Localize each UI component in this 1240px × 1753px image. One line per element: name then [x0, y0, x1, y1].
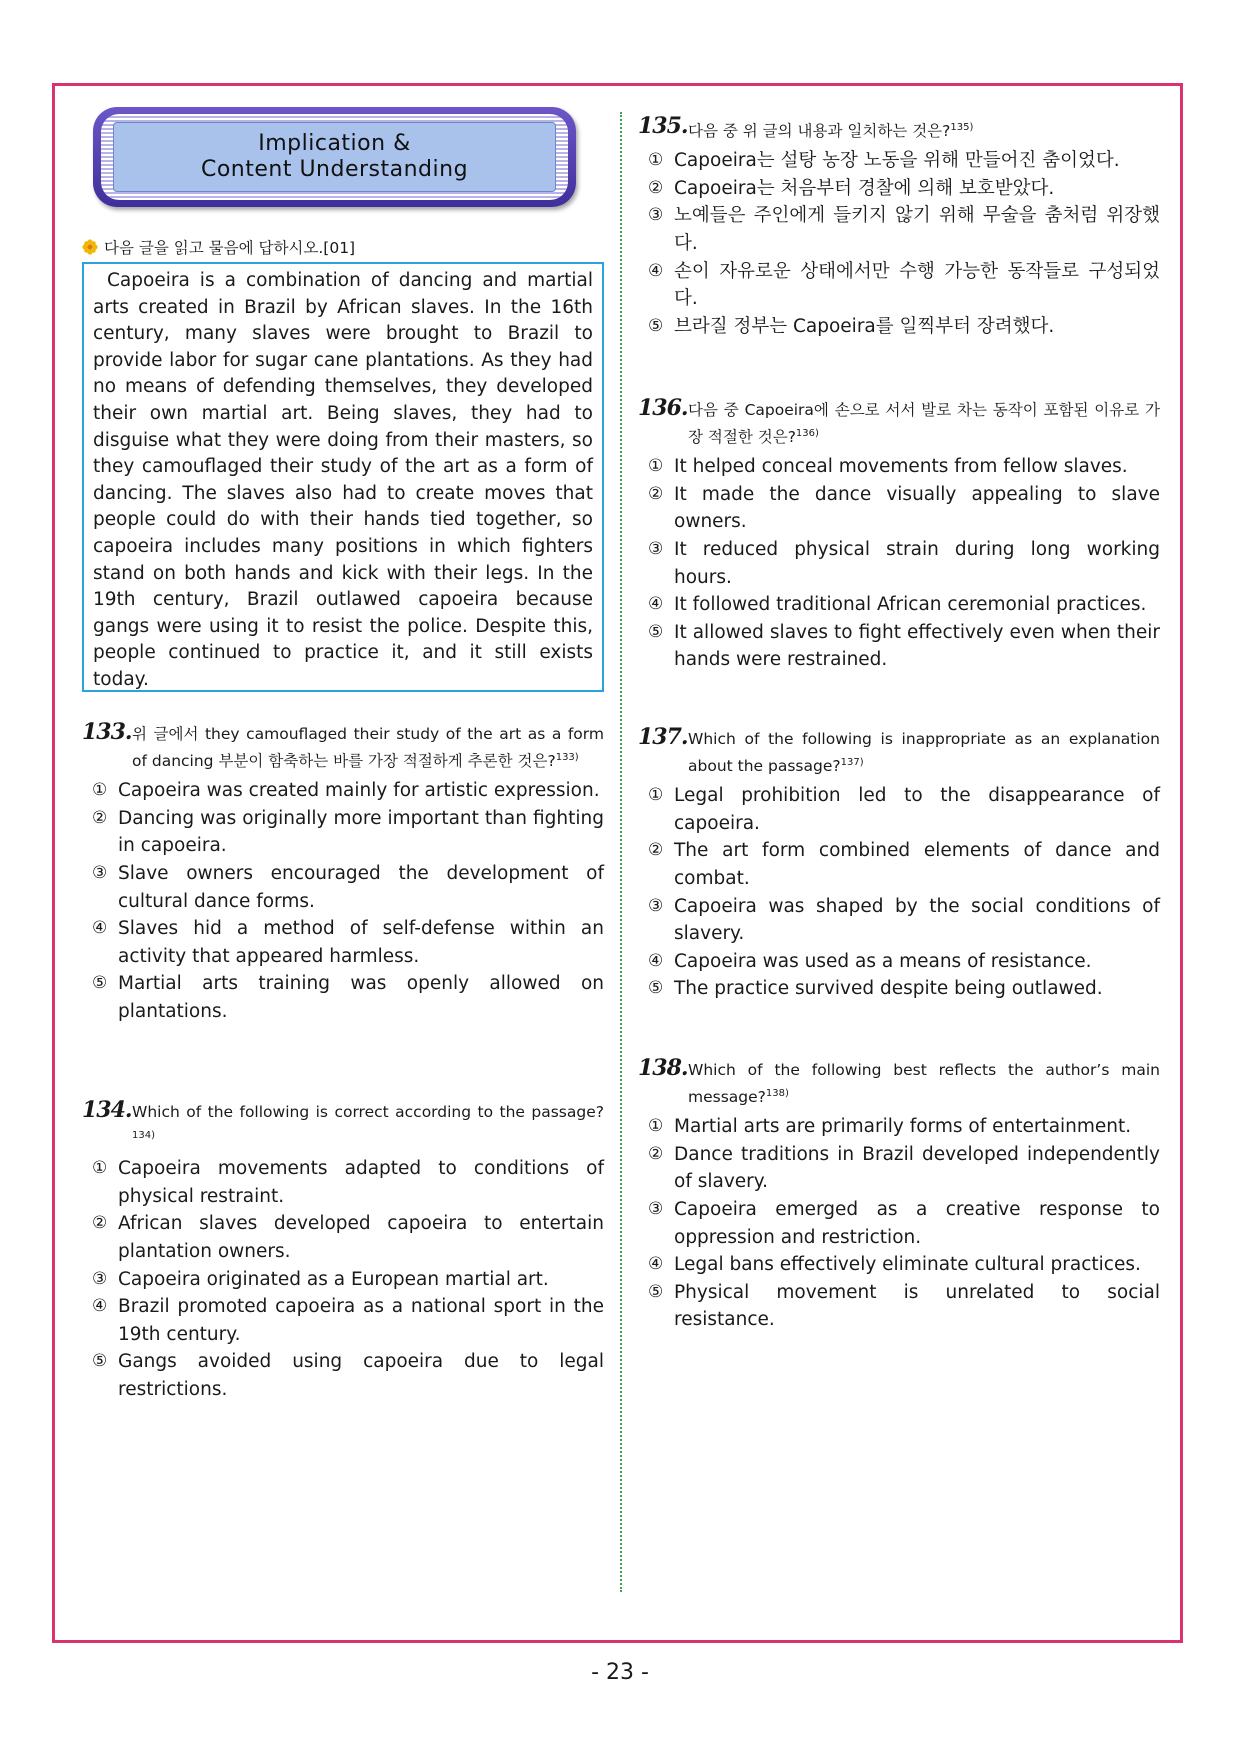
section-banner	[93, 107, 576, 207]
question-133	[82, 719, 604, 1026]
choice-marker: ⑤	[92, 973, 108, 994]
question-135	[638, 113, 1160, 340]
choice-marker: ①	[92, 780, 108, 801]
option-4[interactable]	[82, 1293, 604, 1348]
choice-marker: ③	[648, 1198, 664, 1219]
question-stem	[638, 724, 1160, 778]
option-3[interactable]	[638, 1196, 1160, 1251]
option-1[interactable]	[638, 782, 1160, 837]
question-text: Which of the following best reflects the author’s main message?	[688, 1061, 1160, 1107]
option-1[interactable]	[638, 147, 1160, 175]
option-text: Gangs avoided using capoeira due to legal restrictions.	[118, 1351, 604, 1400]
option-text: Capoeira originated as a European martial art.	[118, 1268, 549, 1290]
choice-marker: ④	[648, 950, 664, 971]
column-divider	[620, 112, 622, 1592]
option-5[interactable]	[638, 619, 1160, 674]
choice-marker: ⑤	[648, 621, 664, 642]
option-3[interactable]	[638, 893, 1160, 948]
option-text: 브라질 정부는 Capoeira를 일찍부터 장려했다.	[674, 315, 1055, 337]
question-138	[638, 1055, 1160, 1334]
option-5[interactable]	[82, 1348, 604, 1403]
reading-passage: Capoeira is a combination of dancing and martial arts created in Brazil by African slaves. In the 16th century, many slaves were brought to Brazil to provide labor for sugar cane plantations. As they had no means of defending themselves, they developed their own martial art. Being slaves, they had to disguise what they were doing from their masters, so they camouflaged their study of the art as a form of dancing. The slaves also had to create moves that people could do with their hands tied together, so capoeira includes many positions in which fighters stand on both hands and kick with their legs. In the 19th century, Brazil outlawed capoeira because gangs were using it to resist the police. Despite this, people continued to practice it, and it still exists today.	[82, 262, 604, 692]
option-text: The practice survived despite being outlawed.	[674, 978, 1103, 1000]
choice-marker: ②	[92, 807, 108, 828]
choice-marker: ①	[92, 1158, 108, 1179]
option-4[interactable]	[638, 591, 1160, 619]
option-2[interactable]	[82, 805, 604, 860]
choice-marker: ②	[648, 840, 664, 861]
option-text: Capoeira movements adapted to conditions of physical restraint.	[118, 1158, 604, 1207]
question-number: 134.	[82, 1097, 132, 1123]
choice-marker: ⑤	[648, 978, 664, 999]
option-text: Capoeira was created mainly for artistic expression.	[118, 780, 600, 802]
option-2[interactable]	[638, 1141, 1160, 1196]
choice-marker: ①	[648, 150, 664, 171]
option-1[interactable]	[82, 1155, 604, 1210]
footnote-ref: 137)	[840, 757, 864, 768]
question-stem	[82, 1097, 604, 1151]
footnote-ref: 136)	[795, 428, 819, 439]
option-text: Capoeira는 설탕 농장 노동을 위해 만들어진 춤이었다.	[674, 150, 1120, 172]
instruction	[82, 236, 355, 258]
choice-marker: ③	[648, 538, 664, 559]
question-text: Which of the following is inappropriate as an explanation about the passage?	[688, 730, 1160, 776]
question-number: 138.	[638, 1055, 688, 1081]
option-3[interactable]	[82, 1266, 604, 1294]
choice-marker: ⑤	[648, 1281, 664, 1302]
page-number: - 23 -	[591, 1660, 649, 1685]
option-text: It made the dance visually appealing to slave owners.	[674, 483, 1160, 533]
choice-marker: ③	[648, 205, 664, 226]
option-text: Capoeira was shaped by the social conditions of slavery.	[674, 895, 1160, 945]
choice-marker: ④	[648, 594, 664, 615]
choice-marker: ③	[92, 862, 108, 883]
option-text: Capoeira는 처음부터 경찰에 의해 보호받았다.	[674, 177, 1055, 199]
option-text: It allowed slaves to fight effectively even when their hands were restrained.	[674, 621, 1160, 671]
option-text: The art form combined elements of dance and combat.	[674, 840, 1160, 889]
question-text: Which of the following is correct according to the passage?	[132, 1103, 604, 1121]
section-title: Implication & Content Understanding	[200, 131, 469, 182]
choice-marker: ②	[648, 177, 664, 198]
question-text: 다음 중 위 글의 내용과 일치하는 것은?	[688, 122, 951, 141]
question-stem	[638, 113, 1160, 143]
option-3[interactable]	[82, 860, 604, 915]
option-5[interactable]	[638, 313, 1160, 341]
option-text: Brazil promoted capoeira as a national sport in the 19th century.	[118, 1296, 604, 1345]
option-text: Legal bans effectively eliminate cultural practices.	[674, 1254, 1141, 1276]
option-text: It reduced physical strain during long working hours.	[674, 538, 1160, 588]
choice-marker: ②	[648, 483, 664, 504]
question-number: 137.	[638, 724, 688, 750]
option-text: African slaves developed capoeira to entertain plantation owners.	[118, 1213, 604, 1262]
choice-marker: ⑤	[92, 1351, 108, 1372]
question-number: 133.	[82, 719, 132, 745]
choice-marker: ④	[92, 918, 108, 939]
option-text: It helped conceal movements from fellow slaves.	[674, 456, 1128, 478]
option-5[interactable]	[82, 970, 604, 1025]
footnote-ref: 135)	[950, 122, 974, 133]
option-4[interactable]	[638, 1251, 1160, 1279]
choice-marker: ⑤	[648, 315, 664, 336]
option-text: Martial arts are primarily forms of entertainment.	[674, 1116, 1132, 1138]
option-4[interactable]	[638, 258, 1160, 313]
option-4[interactable]	[638, 948, 1160, 976]
footnote-ref: 138)	[765, 1088, 789, 1099]
choice-marker: ①	[648, 785, 664, 806]
question-text: 위 글에서 they camouflaged their study of the art as a form of dancing 부분이 함축하는 바를 가장 적절하게 추론한 것은?	[132, 725, 604, 771]
option-4[interactable]	[82, 915, 604, 970]
option-text: Dance traditions in Brazil developed independently of slavery.	[674, 1143, 1160, 1193]
choice-marker: ②	[92, 1213, 108, 1234]
question-number: 135.	[638, 113, 688, 139]
option-1[interactable]	[638, 1113, 1160, 1141]
choice-marker: ④	[648, 1254, 664, 1275]
choice-marker: ③	[92, 1268, 108, 1289]
question-text: 다음 중 Capoeira에 손으로 서서 발로 차는 동작이 포함된 이유로 가장 적절한 것은?	[688, 401, 1160, 447]
option-2[interactable]	[638, 837, 1160, 892]
option-5[interactable]	[638, 975, 1160, 1003]
footnote-ref: 133)	[555, 752, 579, 763]
option-text: Capoeira emerged as a creative response to oppression and restriction.	[674, 1198, 1160, 1248]
flower-icon	[82, 239, 98, 255]
footnote-ref: 134)	[132, 1130, 155, 1141]
option-5[interactable]	[638, 1279, 1160, 1334]
option-text: It followed traditional African ceremonial practices.	[674, 594, 1147, 616]
choice-marker: ③	[648, 895, 664, 916]
option-1[interactable]	[82, 777, 604, 805]
option-1[interactable]	[638, 453, 1160, 481]
option-text: 노예들은 주인에게 들키지 않기 위해 무술을 춤처럼 위장했다.	[674, 205, 1160, 254]
question-136	[638, 395, 1160, 674]
option-text: Physical movement is unrelated to social resistance.	[674, 1281, 1160, 1331]
option-2[interactable]	[638, 481, 1160, 536]
option-2[interactable]	[82, 1210, 604, 1265]
question-stem	[82, 719, 604, 773]
option-text: Martial arts training was openly allowed on plantations.	[118, 973, 604, 1022]
choice-marker: ④	[648, 260, 664, 281]
choice-marker: ①	[648, 1116, 664, 1137]
option-3[interactable]	[638, 202, 1160, 257]
instruction-text: 다음 글을 읽고 물음에 답하시오.[01]	[104, 239, 356, 257]
choice-marker: ④	[92, 1296, 108, 1317]
option-text: 손이 자유로운 상태에서만 수행 가능한 동작들로 구성되었다.	[674, 260, 1160, 310]
choice-marker: ②	[648, 1143, 664, 1164]
option-text: Dancing was originally more important than fighting in capoeira.	[118, 807, 604, 857]
option-text: Slave owners encouraged the development of cultural dance forms.	[118, 862, 604, 912]
option-3[interactable]	[638, 536, 1160, 591]
choice-marker: ①	[648, 456, 664, 477]
option-text: Capoeira was used as a means of resistance.	[674, 950, 1092, 972]
question-number: 136.	[638, 395, 688, 421]
question-137	[638, 724, 1160, 1003]
question-stem	[638, 1055, 1160, 1109]
option-text: Slaves hid a method of self-defense within an activity that appeared harmless.	[118, 918, 604, 967]
option-text: Legal prohibition led to the disappearance of capoeira.	[674, 785, 1160, 834]
option-2[interactable]	[638, 175, 1160, 203]
question-stem	[638, 395, 1160, 449]
question-134	[82, 1097, 604, 1404]
